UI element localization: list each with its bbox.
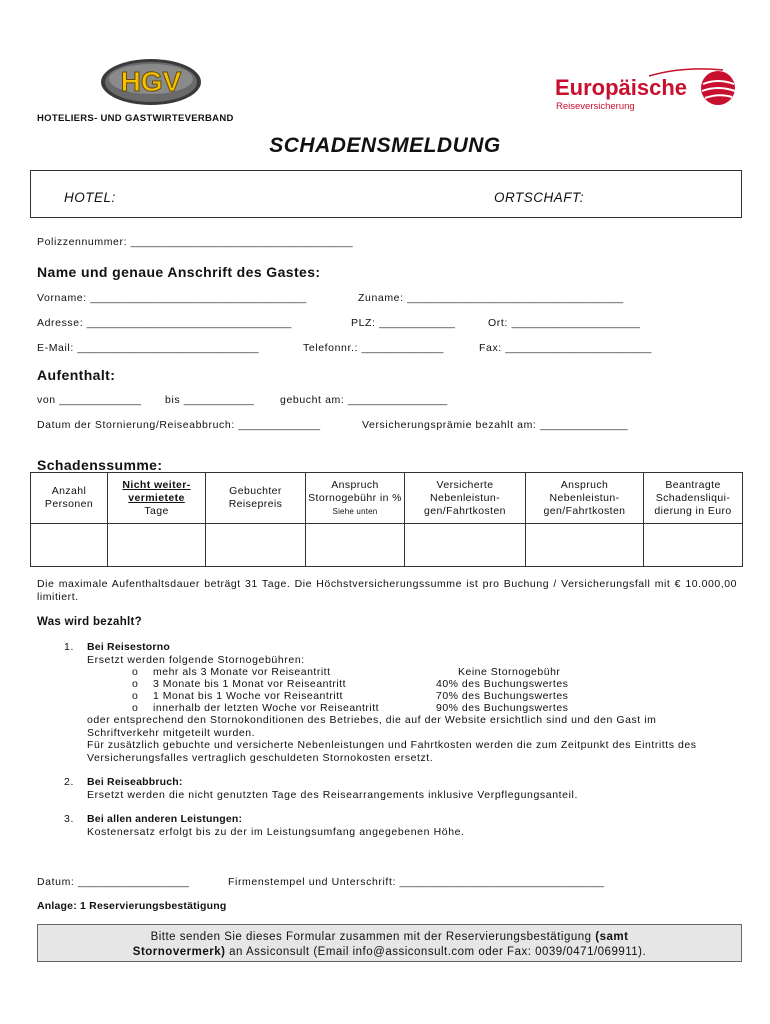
bullet-icon: o (132, 702, 139, 714)
col-beantragte-schadensliquidierung: Beantragte Schadensliqui-dierung in Euro (644, 473, 743, 524)
fax-field[interactable]: _________________________ (505, 342, 652, 354)
email-field[interactable]: _______________________________ (77, 342, 259, 354)
storno-tier-1-value: Keine Stornogebühr (458, 666, 561, 678)
gebucht-label: gebucht am: (280, 394, 345, 406)
vorname-label: Vorname: (37, 292, 87, 304)
col-gebuchter-reisepreis: Gebuchter Reisepreis (206, 473, 306, 524)
storno-row (37, 419, 320, 431)
vorname-row (37, 292, 306, 304)
plz-label: PLZ: (351, 317, 376, 329)
cell-anzahl-personen[interactable] (31, 524, 108, 567)
zuname-row (358, 292, 623, 304)
policy-row (37, 236, 353, 248)
von-field[interactable]: ______________ (59, 394, 142, 406)
email-row (37, 342, 258, 354)
bis-field[interactable]: ____________ (183, 394, 254, 406)
bullet-icon: o (132, 690, 139, 702)
item-1-intro: Ersetzt werden folgende Stornogebühren: (87, 654, 305, 666)
datum-label: Datum: (37, 876, 75, 888)
bis-row (165, 394, 254, 406)
praemie-field[interactable]: _______________ (539, 419, 628, 431)
hgv-logo (100, 58, 202, 106)
bullet-icon: o (132, 678, 139, 690)
telefon-label: Telefonnr.: (303, 342, 359, 354)
cell-versicherte-nebenleistungen[interactable] (405, 524, 526, 567)
adresse-field[interactable]: ___________________________________ (86, 317, 292, 329)
telefon-field[interactable]: ______________ (361, 342, 444, 354)
table-row (31, 524, 743, 567)
cell-anspruch-nebenleistungen[interactable] (526, 524, 644, 567)
storno-tier-3-value: 70% des Buchungswertes (436, 690, 569, 702)
col-anspruch-nebenleistungen: Anspruch Nebenleistun-gen/Fahrtkosten (526, 473, 644, 524)
plz-row (351, 317, 455, 329)
email-label: E-Mail: (37, 342, 74, 354)
cell-anspruch-stornogebuehr[interactable] (306, 524, 405, 567)
bis-label: bis (165, 394, 181, 406)
von-label: von (37, 394, 56, 406)
cell-beantragte-schadensliquidierung[interactable] (644, 524, 743, 567)
hgv-subtitle: HOTELIERS- UND GASTWIRTEVERBAND (37, 113, 234, 124)
cell-gebuchter-reisepreis[interactable] (206, 524, 306, 567)
paid-heading: Was wird bezahlt? (37, 616, 142, 628)
cell-nicht-vermietete-tage[interactable] (108, 524, 206, 567)
storno-field[interactable]: ______________ (238, 419, 321, 431)
datum-row (37, 876, 189, 888)
stempel-row (228, 876, 604, 888)
bullet-icon: o (132, 666, 139, 678)
hotel-label: HOTEL: (64, 190, 116, 205)
ort-field[interactable]: ______________________ (511, 317, 640, 329)
telefon-row (303, 342, 443, 354)
policy-field[interactable]: ______________________________________ (130, 236, 353, 248)
storno-tier-2-value: 40% des Buchungswertes (436, 678, 569, 690)
table-header-row (31, 473, 743, 524)
col-versicherte-nebenleistungen: Versicherte Nebenleistun-gen/Fahrtkosten (405, 473, 526, 524)
zuname-label: Zuname: (358, 292, 404, 304)
item-1-title: Bei Reisestorno (87, 641, 170, 653)
vorname-field[interactable]: _____________________________________ (90, 292, 307, 304)
praemie-label: Versicherungsprämie bezahlt am: (362, 419, 537, 431)
ortschaft-label: ORTSCHAFT: (494, 190, 585, 205)
sum-heading: Schadenssumme: (37, 457, 163, 473)
storno-tier-2-label: 3 Monate bis 1 Monat vor Reiseantritt (153, 678, 347, 690)
fax-row (479, 342, 651, 354)
europaeische-logo-sub: Reiseversicherung (556, 101, 635, 112)
storno-tier-4-value: 90% des Buchungswertes (436, 702, 569, 714)
zuname-field[interactable]: _____________________________________ (407, 292, 624, 304)
footer-text-1: Bitte senden Sie dieses Formular zusammen mit der Reservierungsbestätigung (150, 931, 596, 943)
footer-text-bold-1: (samt (595, 931, 629, 943)
europaeische-logo (553, 66, 739, 114)
europaeische-logo-text: Europäische (555, 75, 688, 100)
hotel-box (30, 170, 742, 218)
item-1-text-1: oder entsprechend den Stornokonditionen des Betriebes, die auf der Website ersichtlich sind und den Gast im Schriftverkehr mitgeteilt wurden. (87, 714, 657, 739)
item-2-number: 2. (64, 776, 74, 788)
footer-text-2: an Assiconsult (Email info@assiconsult.com oder Fax: 0039/0471/069911). (225, 946, 647, 958)
adresse-row (37, 317, 291, 329)
footer-text-bold-2: Stornovermerk) (132, 946, 226, 958)
storno-tier-4-label: innerhalb der letzten Woche vor Reiseantritt (153, 702, 380, 714)
datum-field[interactable]: ___________________ (77, 876, 189, 888)
item-1-text-2: Für zusätzlich gebuchte und versicherte Nebenleistungen und Fahrtkosten werden die zum Zeitpunkt des Eintritts des Versicherungsfalles vertraglich geschuldeten Stornokosten ersetzt. (87, 739, 697, 764)
col-anzahl-personen: Anzahl Personen (31, 473, 108, 524)
storno-tier-3-label: 1 Monat bis 1 Woche vor Reiseantritt (153, 690, 343, 702)
plz-field[interactable]: _____________ (379, 317, 456, 329)
ort-row (488, 317, 640, 329)
item-2-title: Bei Reiseabbruch: (87, 776, 183, 788)
policy-label: Polizzennummer: (37, 236, 128, 248)
hgv-logo-text: HGV (120, 66, 182, 97)
attachment-note: Anlage: 1 Reservierungsbestätigung (37, 900, 227, 912)
stay-heading: Aufenthalt: (37, 367, 116, 383)
von-row (37, 394, 141, 406)
ort-label: Ort: (488, 317, 508, 329)
item-1-number: 1. (64, 641, 74, 653)
col-nicht-vermietete-tage: Nicht weiter-vermietete Tage (108, 473, 206, 524)
item-2-text: Ersetzt werden die nicht genutzten Tage des Reisearrangements inklusive Verpflegungsanteil. (87, 789, 579, 801)
adresse-label: Adresse: (37, 317, 84, 329)
item-3-number: 3. (64, 813, 74, 825)
item-3-text: Kostenersatz erfolgt bis zu der im Leistungsumfang angegebenen Höhe. (87, 826, 465, 838)
page-title: SCHADENSMELDUNG (269, 134, 501, 157)
item-3-title: Bei allen anderen Leistungen: (87, 813, 243, 825)
storno-tier-1-label: mehr als 3 Monate vor Reiseantritt (153, 666, 331, 678)
siehe-unten-note: Siehe unten (332, 506, 378, 516)
gebucht-row (280, 394, 447, 406)
fax-label: Fax: (479, 342, 502, 354)
guest-heading: Name und genaue Anschrift des Gastes: (37, 264, 321, 280)
gebucht-field[interactable]: _________________ (347, 394, 448, 406)
praemie-row (362, 419, 628, 431)
footer-text (37, 930, 742, 960)
claim-table (30, 472, 743, 567)
stempel-field[interactable]: ___________________________________ (399, 876, 604, 888)
stempel-label: Firmenstempel und Unterschrift: (228, 876, 396, 888)
storno-label: Datum der Stornierung/Reiseabbruch: (37, 419, 235, 431)
limit-note: Die maximale Aufenthaltsdauer beträgt 31 Tage. Die Höchstversicherungssumme ist pro Buchung / Versicherungsfall mit € 10.000,00 limitiert. (37, 578, 737, 603)
col-anspruch-stornogebuehr: Anspruch Stornogebühr in % Siehe unten (306, 473, 405, 524)
